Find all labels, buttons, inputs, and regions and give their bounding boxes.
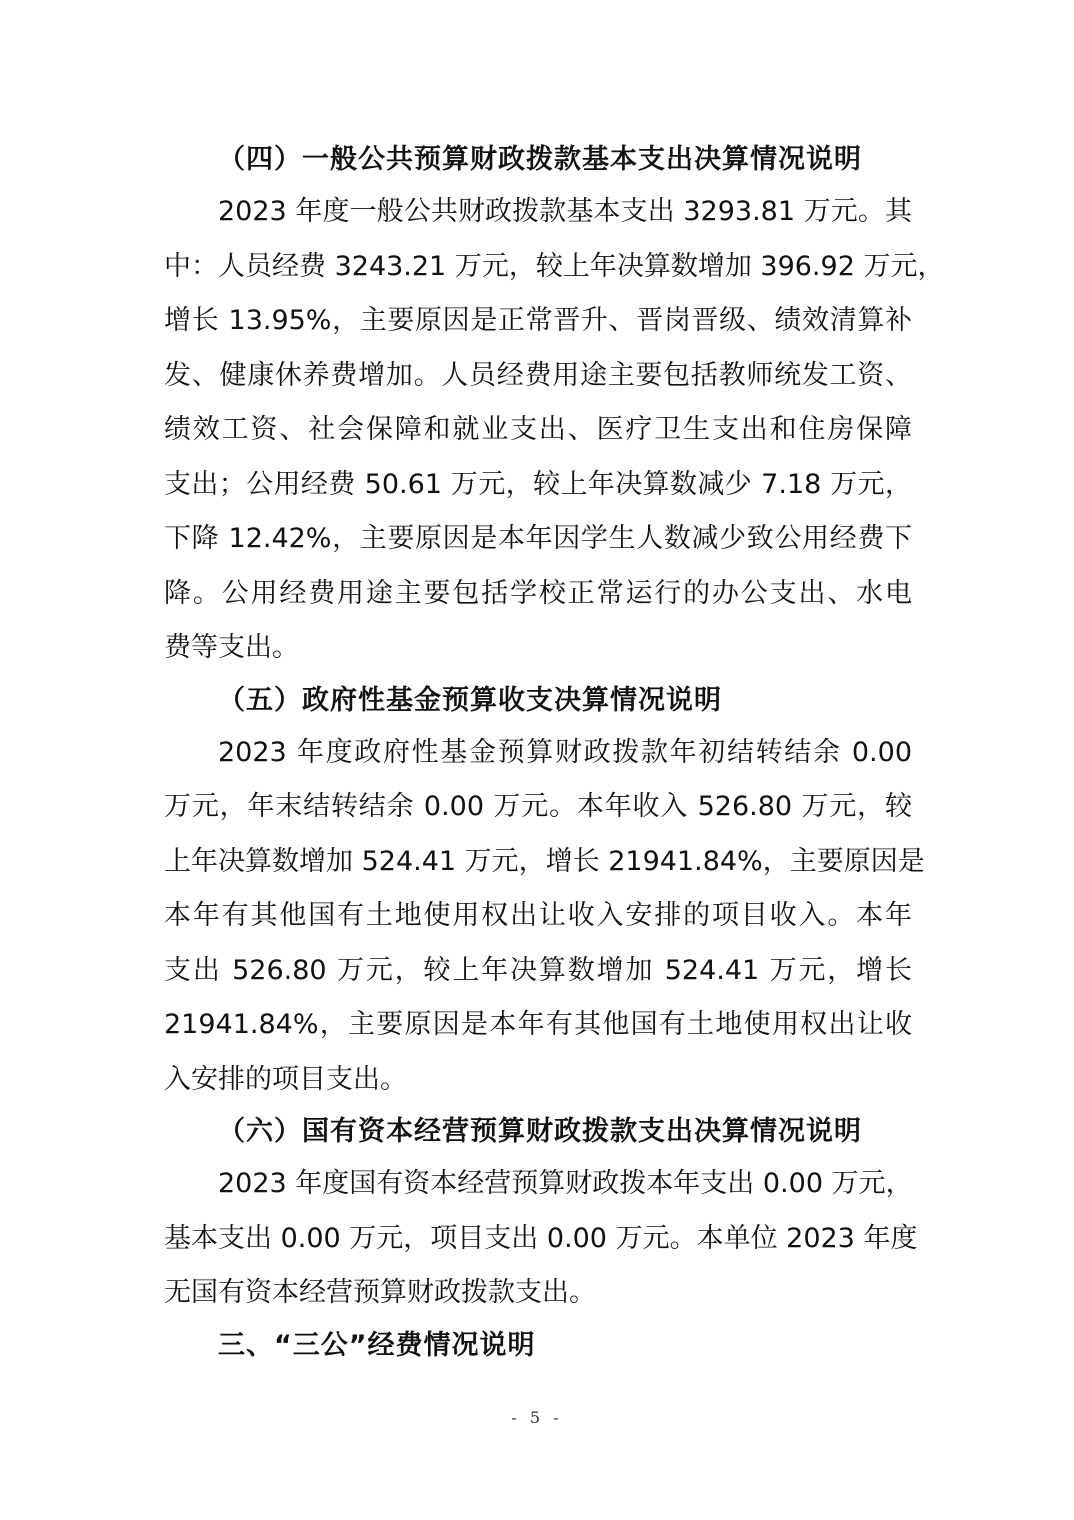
section-paragraph-5	[164, 726, 925, 1108]
paragraph-line: 入安排的项目支出。	[164, 1063, 407, 1095]
paragraph-line: 基本支出 0.00 万元，项目支出 0.00 万元。本单位 2023 年度	[164, 1222, 918, 1254]
paragraph-line: 费等支出。	[164, 632, 299, 663]
document-page	[164, 135, 945, 1371]
chapter-heading-three-public-expenses: 三、“三公”经费情况说明	[218, 1329, 536, 1361]
section-heading-6: （六）国有资本经营预算财政拨款支出决算情况说明	[218, 1116, 862, 1147]
paragraph-line: 中：人员经费 3243.21 万元，较上年决算数增加 396.92 万元，	[164, 250, 945, 282]
paragraph-line: 绩效工资、社会保障和就业支出、医疗卫生支出和住房保障	[164, 414, 912, 445]
paragraph-line: 2023 年度一般公共财政拨款基本支出 3293.81 万元。其	[218, 196, 912, 227]
section-paragraph-6	[164, 1157, 918, 1321]
paragraph-line: 发、健康休养费增加。人员经费用途主要包括教师统发工资、	[164, 359, 912, 391]
section-paragraph-4	[164, 185, 945, 676]
paragraph-line: 本年有其他国有土地使用权出让收入安排的项目收入。本年	[164, 900, 912, 931]
paragraph-line: 降。公用经费用途主要包括学校正常运行的办公支出、水电	[164, 577, 912, 609]
page-number: - 5 -	[511, 1408, 563, 1427]
section-heading-5: （五）政府性基金预算收支决算情况说明	[218, 684, 722, 716]
paragraph-line: 2023 年度政府性基金预算财政拨款年初结转结余 0.00	[218, 736, 912, 768]
paragraph-line: 无国有资本经营预算财政拨款支出。	[164, 1277, 596, 1308]
paragraph-line: 21941.84%，主要原因是本年有其他国有土地使用权出让收	[164, 1009, 912, 1040]
paragraph-line: 上年决算数增加 524.41 万元，增长 21941.84%，主要原因是	[164, 845, 925, 877]
paragraph-line: 支出 526.80 万元，较上年决算数增加 524.41 万元，增长	[164, 954, 912, 986]
paragraph-line: 下降 12.42%，主要原因是本年因学生人数减少致公用经费下	[164, 523, 912, 554]
paragraph-line: 支出；公用经费 50.61 万元，较上年决算数减少 7.18 万元，	[164, 468, 912, 500]
paragraph-line: 万元，年末结转结余 0.00 万元。本年收入 526.80 万元，较	[164, 791, 912, 822]
paragraph-line: 2023 年度国有资本经营预算财政拨本年支出 0.00 万元，	[218, 1168, 913, 1199]
paragraph-line: 增长 13.95%，主要原因是正常晋升、晋岗晋级、绩效清算补	[164, 305, 912, 336]
section-heading-4: （四）一般公共预算财政拨款基本支出决算情况说明	[218, 144, 862, 175]
